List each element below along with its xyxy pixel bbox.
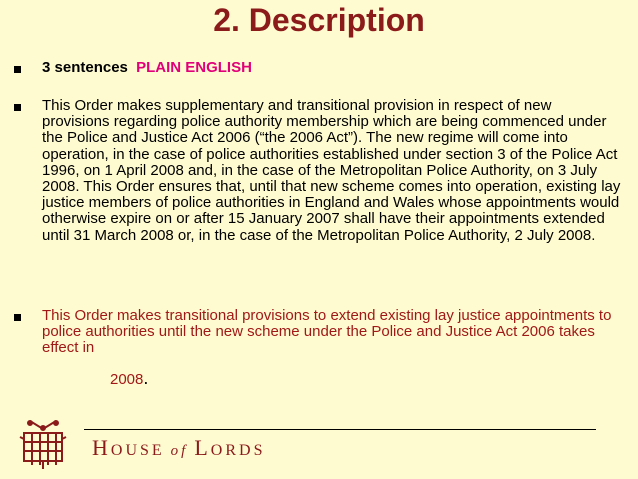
portcullis-icon <box>16 417 70 473</box>
plain-english-label: PLAIN ENGLISH <box>136 59 252 76</box>
effective-year: 2008. <box>110 368 149 388</box>
bullet-marker <box>14 104 21 111</box>
house-of-lords-wordmark: HOUSE of LORDS <box>92 435 266 460</box>
footer-divider <box>84 429 596 430</box>
order-paragraph: This Order makes supplementary and transitional provision in respect of new provisions regarding police authority membership which are being commenced under the Police and Justice Act 2006 (“the 2006 Act”). The new regime will come into operation, in the case of police authorities established under section 3 of the Police Act 1996, on 1 April 2008 and, in the case of the Metropolitan Police Authority, on 3 July 2008. This Order ensures that, until that new scheme comes into operation, existing lay justice members of police authorities in England and Wales whose appointments would otherwise expire on or after 15 January 2007 shall have their appointments extended until 31 March 2008 or, in the case of the Metropolitan Police Authority, 2 July 2008. <box>42 97 621 244</box>
plain-english-paragraph: This Order makes transitional provisions to extend existing lay justice appointments to police authorities until the new scheme under the Police and Justice Act 2006 takes effect in <box>42 307 612 357</box>
bullet-marker <box>14 314 21 321</box>
slide-title: 2. Description <box>213 2 425 38</box>
bullet-marker <box>14 66 21 73</box>
sentences-label: 3 sentences <box>42 59 128 76</box>
